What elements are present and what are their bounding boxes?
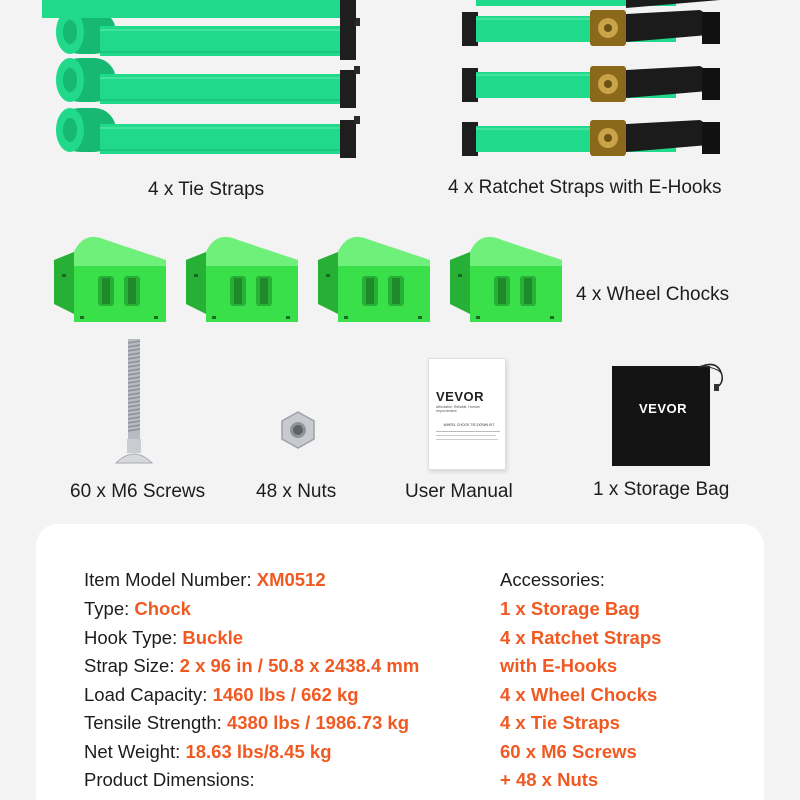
tie-strap-roll: [56, 58, 360, 108]
wheel-chocks-image: [40, 230, 580, 330]
screw-image: [110, 335, 160, 470]
spec-strap-size: Strap Size: 2 x 96 in / 50.8 x 2438.4 mm: [84, 655, 420, 676]
caption-wheel-chocks: 4 x Wheel Chocks: [576, 284, 730, 305]
caption-nuts: 48 x Nuts: [256, 481, 337, 502]
storage-bag-logo: VEVOR: [639, 401, 688, 416]
wheel-chock: [186, 237, 298, 322]
wheel-chock: [54, 237, 166, 322]
spec-type: Type: Chock: [84, 598, 191, 619]
caption-ratchet-straps: 4 x Ratchet Straps with E-Hooks: [448, 177, 722, 198]
accessory-item: 1 x Storage Bag: [500, 598, 640, 619]
spec-net-weight: Net Weight: 18.63 lbs/8.45 kg: [84, 741, 332, 762]
accessory-item: + 48 x Nuts: [500, 769, 599, 790]
manual-tagline: Affordable, Reliable, Human Improvement.: [436, 405, 480, 413]
tie-strap-roll: [56, 108, 360, 158]
ratchet-straps-image: [440, 0, 800, 170]
accessory-item: 4 x Ratchet Straps: [500, 627, 662, 648]
manual-logo: VEVOR: [436, 389, 485, 404]
spec-hook-type: Hook Type: Buckle: [84, 627, 244, 648]
nut-image: [278, 410, 318, 450]
ratchet-strap: [462, 10, 720, 46]
accessory-item: with E-Hooks: [500, 655, 618, 676]
ratchet-strap: [462, 66, 720, 102]
spec-model: Item Model Number: XM0512: [84, 569, 326, 590]
accessories-heading: Accessories:: [500, 569, 605, 590]
accessory-item: 60 x M6 Screws: [500, 741, 637, 762]
caption-manual: User Manual: [405, 481, 513, 502]
spec-tensile-strength: Tensile Strength: 4380 lbs / 1986.73 kg: [84, 712, 409, 733]
wheel-chock: [318, 237, 430, 322]
tie-straps-image: [0, 0, 380, 170]
caption-bag: 1 x Storage Bag: [593, 479, 730, 500]
ratchet-strap: [462, 120, 720, 156]
ratchet-strap: [476, 0, 720, 8]
user-manual-image: [428, 358, 506, 470]
accessory-item: 4 x Wheel Chocks: [500, 684, 658, 705]
caption-screws: 60 x M6 Screws: [70, 481, 206, 502]
caption-tie-straps: 4 x Tie Straps: [148, 179, 265, 200]
spec-dimensions: Product Dimensions:: [84, 769, 255, 790]
manual-title: WHEEL CHOCK TIE-DOWN KIT: [443, 423, 495, 427]
spec-load-capacity: Load Capacity: 1460 lbs / 662 kg: [84, 684, 359, 705]
wheel-chock: [450, 237, 562, 322]
accessory-item: 4 x Tie Straps: [500, 712, 620, 733]
